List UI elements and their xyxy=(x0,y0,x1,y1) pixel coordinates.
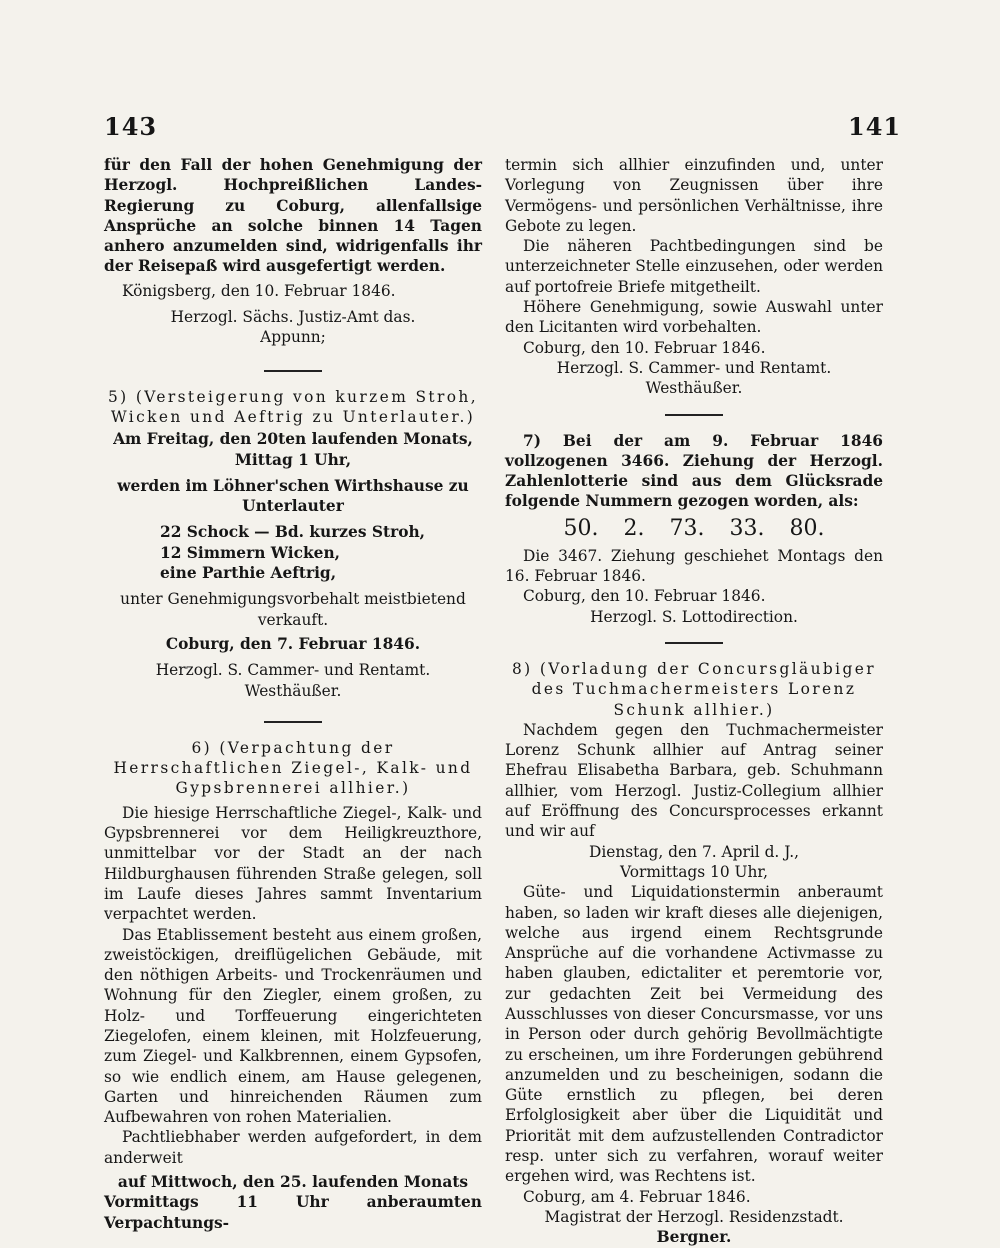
section-divider xyxy=(665,414,723,416)
notice-6-paragraph-3: Pachtliebhaber werden aufgefordert, in dem anderweit xyxy=(104,1128,482,1167)
notice-5-place-date: Coburg, den 7. Februar 1846. xyxy=(165,634,421,653)
place-date: Königsberg, den 10. Februar 1846. xyxy=(122,281,396,300)
authority: Herzogl. S. Cammer- und Rentamt. xyxy=(556,358,832,377)
section-divider xyxy=(264,721,322,723)
notice-6-date: auf Mittwoch, den 25. laufenden Monats xyxy=(117,1173,469,1192)
notice-6-continuation: Vormittags 11 Uhr anberaumten Verpachtungs- xyxy=(104,1193,482,1232)
notice-8-paragraph-1: Nachdem gegen den Tuchmachermeister Lorenz Schunk allhier auf Antrag seiner Ehefrau Elisabetha Barbara, geb. Schuhmann allhier, vom Herzogl. Justiz-Collegium allhier auf Eröffnung des Concursprocesses erkannt und wir auf xyxy=(505,720,883,841)
notice-5-place: werden im Löhner'schen Wirthshause zu Unterlauter xyxy=(117,476,469,516)
paragraph-approval: Höhere Genehmigung, sowie Auswahl unter den Licitanten wird vorbehalten. xyxy=(505,298,883,337)
notice-5-authority: Herzogl. S. Cammer- und Rentamt. xyxy=(155,661,431,680)
left-column xyxy=(104,155,482,1233)
authority: Herzogl. Sächs. Justiz-Amt das. xyxy=(170,308,416,327)
notice-8-paragraph-2: Güte- und Liquidationstermin anberaumt haben, so laden wir kraft dieses alle diejenigen, welche aus irgend einem Rechtsgrunde Ansprüche auf die vorhandene Activmasse zu haben glauben, edictaliter et peremtorie vor, zur gedachten Zeit bei Vermeidung des Ausschlusses von dieser Concursmasse, vor uns in Person oder durch gehörig Bevollmächtigte zu erscheinen, um ihre Forderungen gebührend anzumelden und zu bescheinigen, sodann die Güte ernstlich zu pflegen, bei deren Erfolglosigkeit aber über die Liquidität und Priorität mit dem aufzustellenden Contradictor resp. unter sich zu verfahren, worauf weiter ergehen wird, was Rechtens ist. xyxy=(505,883,883,1186)
section-divider xyxy=(264,370,322,372)
notice-6-title: 6) (Verpachtung der Herrschaftlichen Ziegel-, Kalk- und Gypsbrennerei allhier.) xyxy=(113,738,473,798)
notice-7-place-date: Coburg, den 10. Februar 1846. xyxy=(523,587,766,606)
notice-7-next-draw: Die 3467. Ziehung geschiehet Montags den 16. Februar 1846. xyxy=(505,546,883,586)
notice-6-paragraph-1: Die hiesige Herrschaftliche Ziegel-, Kalk- und Gypsbrennerei vor dem Heiligkreuzthore, unmittelbar vor der Stadt an der nach Hildburghausen führenden Straße gelegen, soll im Laufe dieses Jahres sammt Inventarium verpachtet werden. xyxy=(104,803,482,924)
list-item: 12 Simmern Wicken, xyxy=(160,543,340,562)
continuation-paragraph: termin sich allhier einzufinden und, unter Vorlegung von Zeugnissen über ihre Vermögens- und persönlichen Verhältnisse, ihre Gebote zu legen. xyxy=(505,156,883,235)
notice-8-time: Vormittags 10 Uhr, xyxy=(620,862,768,881)
lottery-numbers: 50. 2. 73. 33. 80. xyxy=(563,515,825,541)
place-date: Coburg, den 10. Februar 1846. xyxy=(523,338,766,357)
notice-6-paragraph-2: Das Etablissement besteht aus einem großen, zweistöckigen, dreiflügelichen Gebäude, mit den nöthigen Arbeits- und Trockenräumen und Wohnung für den Ziegler, einem großen, zu Holz- und Torffeuerung eingerichteten Ziegelofen, einem kleinen, mit Holzfeuerung, zum Ziegel- und Kalkbrennen, einem Gypsofen, so wie endlich einem, am Hause gelegenen, Garten und hinreichenden Räumen zum Aufbewahren von rohen Materialien. xyxy=(104,925,482,1127)
notice-8-signer: Bergner. xyxy=(656,1228,732,1247)
notice-5-date: Am Freitag, den 20ten laufenden Monats, Mittag 1 Uhr, xyxy=(113,430,473,469)
list-item: 22 Schock — Bd. kurzes Stroh, xyxy=(160,523,426,542)
signer: Westhäußer. xyxy=(645,379,743,398)
notice-5-items xyxy=(160,522,482,583)
notice-8-place-date: Coburg, am 4. Februar 1846. xyxy=(523,1187,751,1206)
section-divider xyxy=(665,642,723,644)
notice-7-authority: Herzogl. S. Lottodirection. xyxy=(590,607,798,626)
signer: Appunn; xyxy=(260,328,326,347)
notice-5-sale: unter Genehmigungsvorbehalt meistbietend verkauft. xyxy=(120,590,466,629)
paragraph-conditions: Die näheren Pachtbedingungen sind be unterzeichneter Stelle einzusehen, oder werden auf portofreie Briefe mitgetheilt. xyxy=(505,237,883,296)
notice-8-authority: Magistrat der Herzogl. Residenzstadt. xyxy=(544,1207,844,1226)
page-number-right: 141 xyxy=(848,112,902,141)
notice-5-signer: Westhäußer. xyxy=(244,681,342,700)
page-number-left: 143 xyxy=(104,112,158,141)
notice-8-date: Dienstag, den 7. April d. J., xyxy=(589,842,799,861)
notice-5-title: 5) (Versteigerung von kurzem Stroh, Wicken und Aeftrig zu Unterlauter.) xyxy=(107,387,479,426)
notice-8-title: 8) (Vorladung der Concursgläubiger des Tuchmachermeisters Lorenz Schunk allhier.) xyxy=(511,659,877,719)
right-column xyxy=(505,155,883,1248)
list-item: eine Parthie Aeftrig, xyxy=(160,564,337,583)
notice-7-text: 7) Bei der am 9. Februar 1846 vollzogenen 3466. Ziehung der Herzogl. Zahlenlotterie sind aus dem Glücksrade folgende Nummern gezogen worden, als: xyxy=(505,431,883,511)
intro-paragraph: für den Fall der hohen Genehmigung der Herzogl. Hochpreißlichen Landes-Regierung zu Coburg, allenfallsige Ansprüche an solche binnen 14 Tagen anhero anzumelden sind, widrigenfalls ihr der Reisepaß wird ausgefertigt werden. xyxy=(104,156,482,276)
